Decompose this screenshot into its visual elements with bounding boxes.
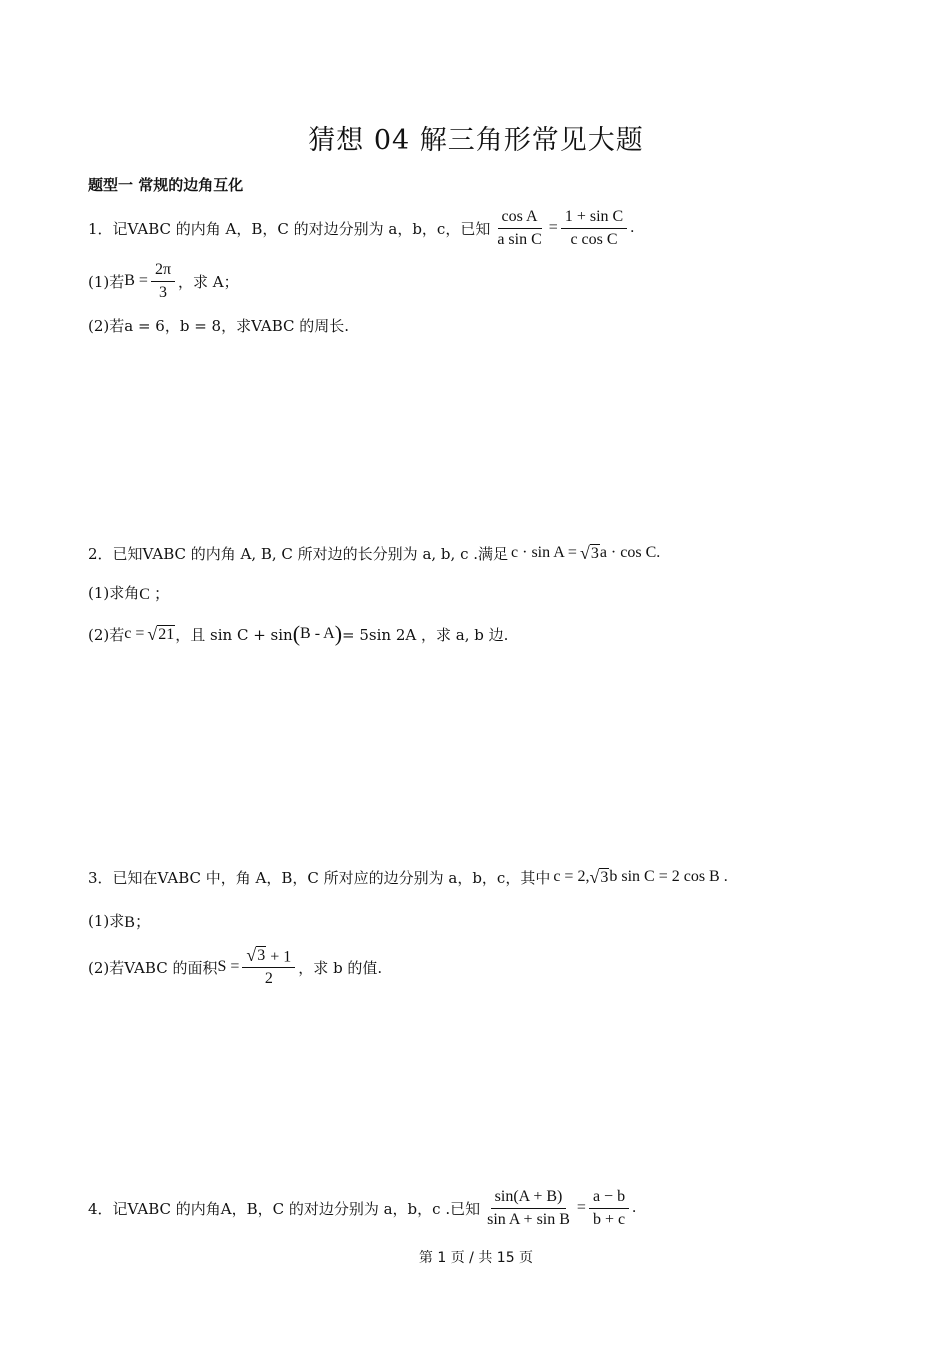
math-expression: b sin C = 2 cos B [609,868,720,885]
math-expression: c = [124,625,145,642]
equals-sign: = [548,219,558,236]
fraction-numerator [242,946,295,969]
fraction [151,260,175,301]
fraction-denominator: 3 [158,283,167,301]
problem-number: 4． [88,1199,113,1218]
page-title: 猜想 04 解三角形常见大题 [308,125,644,156]
problem-text: 记VABC 的内角A，B，C 的对边分别为 a，b，c .已知 [112,1199,481,1218]
paren-close: ) [334,621,343,646]
math-expression: S = [217,958,240,975]
part-text: ，求 A； [178,272,239,291]
problem-1-stem [88,206,634,250]
page-footer: 第 1 页 / 共 15 页 [418,1250,534,1266]
part-text: ，求 b 的值. [298,958,383,977]
problem-number: 1． [88,219,113,238]
equation-end: . [723,868,728,885]
equation-end: . [656,544,661,561]
radicand: 3 [257,946,266,964]
part-text: = 5sin 2A ，求 a, b 边. [342,625,509,644]
paren-open: ( [292,621,301,646]
square-root: √ 3 [589,867,609,888]
fraction-denominator: sin A + sin B [487,1210,570,1228]
problem-number: 3． [88,868,113,887]
problem-number: 2． [88,544,113,563]
fraction-numerator: cos A [498,207,542,228]
radicand: 3 [590,544,599,562]
radicand: 3 [600,868,609,886]
part-label: (1)求 [88,911,125,930]
fraction-denominator: 2 [264,970,273,988]
fraction-rhs [561,207,627,248]
problem-3-part-2 [88,942,382,992]
fraction-lhs [493,207,545,248]
math-expression: B = [124,272,148,289]
problem-text: 记VABC 的内角 A，B，C 的对边分别为 a，b，c，已知 [112,219,491,238]
part-label: (2)若 [88,625,125,644]
math-expression: a · cos C [599,544,657,561]
part-label: (2)若VABC 的面积 [88,958,218,977]
problem-1-part-1 [88,258,239,304]
math-expression: c = 2, [553,868,590,885]
part-label: (2)若 [88,316,125,335]
problem-4-stem [88,1185,636,1231]
part-text: a = 6，b = 8，求VABC 的周长. [124,316,350,335]
part-text: B； [124,913,151,931]
problem-3-part-1 [88,900,151,940]
fraction-lhs [483,1187,574,1228]
problem-2-part-2 [88,614,508,654]
part-label: (1)求角 [88,583,140,602]
fraction-numerator: 2π [151,260,175,281]
fraction [242,946,295,989]
problem-1-part-2 [88,305,349,345]
problem-2-stem [88,533,660,573]
equals-sign: = [576,1199,586,1216]
math-expression: B - A [300,625,335,642]
problem-3-stem [88,857,728,897]
fraction-numerator: sin(A + B) [491,1187,567,1208]
fraction-denominator: a sin C [497,230,542,248]
problem-text: 已知在VABC 中，角 A，B，C 所对应的边分别为 a，b，c，其中 [112,868,551,887]
fraction-denominator: b + c [592,1210,626,1228]
square-root: √ 21 [147,624,175,645]
equation-end: . [632,1199,637,1216]
numerator-rest: + 1 [270,948,292,966]
part-text: C ； [139,585,170,603]
math-expression: c · sin A = [511,544,577,561]
fraction-denominator: c cos C [570,230,618,248]
square-root: √ 3 [579,543,599,564]
fraction-numerator: a − b [589,1187,629,1208]
fraction-numerator: 1 + sin C [561,207,627,228]
section-heading: 题型一 常规的边角互化 [88,176,244,194]
equation-end: . [630,219,635,236]
radicand: 21 [158,625,175,643]
fraction-rhs [589,1187,629,1228]
problem-text: 已知VABC 的内角 A, B, C 所对边的长分别为 a, b, c .满足 [112,544,509,563]
square-root: √ 3 [246,945,266,966]
part-label: (1)若 [88,272,125,291]
part-text: ，且 sin C + sin [175,625,293,644]
problem-2-part-1 [88,572,170,612]
